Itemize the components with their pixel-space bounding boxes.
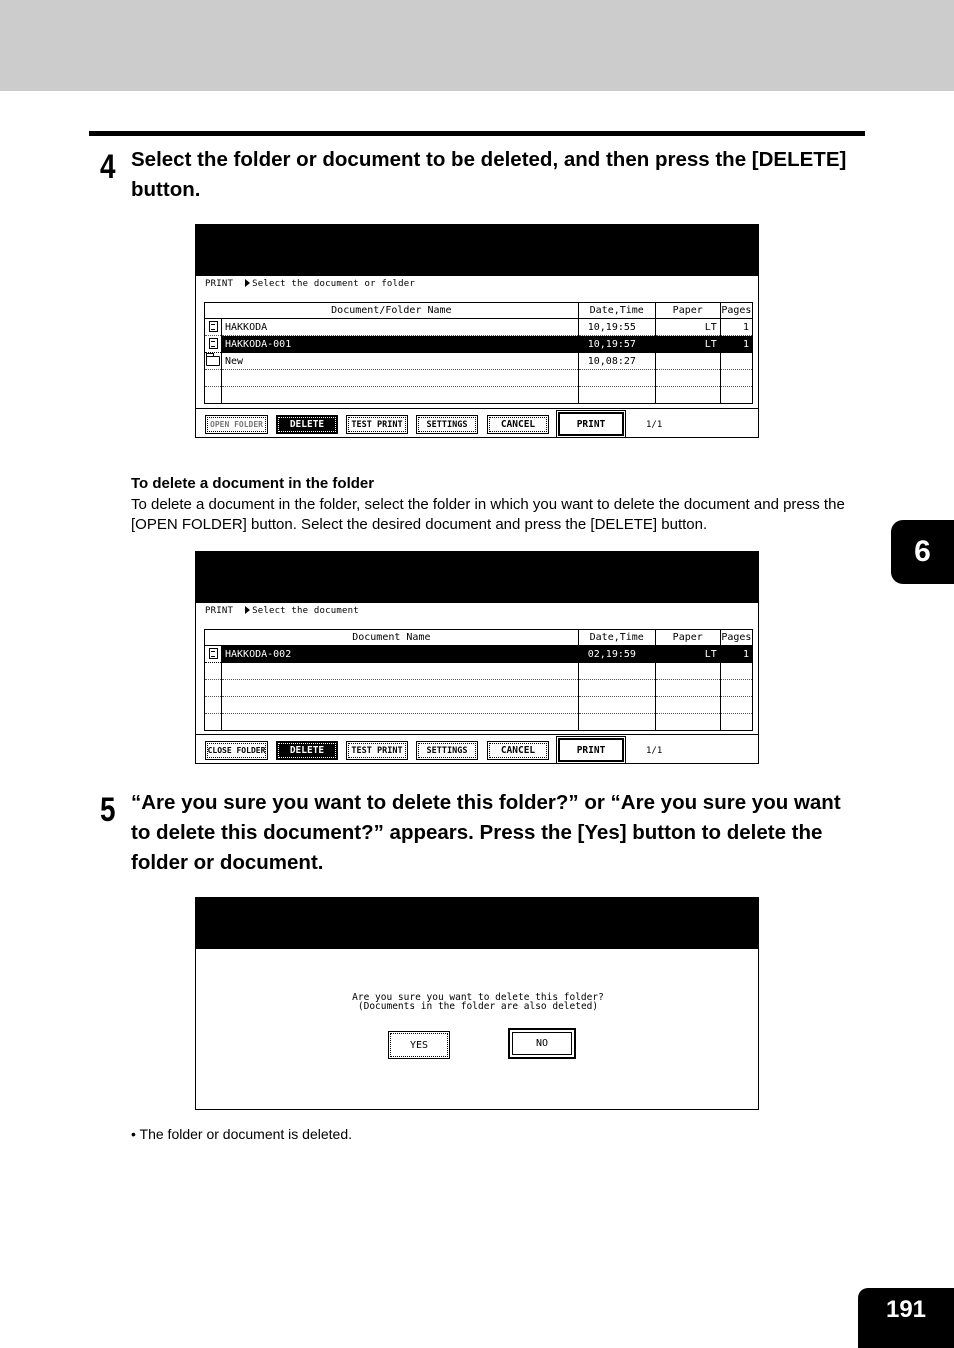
step-4-number: 4 [100, 148, 116, 186]
document-table [204, 302, 753, 404]
page-number: 191 [858, 1288, 954, 1348]
folder-icon [205, 353, 222, 370]
row-date: 10,19:57 [578, 336, 655, 353]
table-row-selected[interactable] [205, 646, 753, 663]
row-pages [720, 353, 752, 370]
test-print-button[interactable]: TEST PRINT [346, 415, 408, 434]
screen-select-document [195, 551, 759, 764]
table-row-empty [205, 714, 753, 731]
confirm-message [196, 993, 759, 1011]
row-paper: LT [655, 646, 720, 663]
note-body: To delete a document in the folder, select the folder in which you want to delete the document and press the [OPEN FOLDER] button. Select the desired document and press the [DELETE] button. [131, 496, 845, 533]
page-indicator: 1/1 [646, 420, 663, 430]
table-row-empty [205, 387, 753, 404]
chapter-tab: 6 [891, 520, 954, 584]
no-button[interactable]: NO [508, 1028, 576, 1059]
row-name: HAKKODA [222, 319, 579, 336]
cancel-button[interactable]: CANCEL [487, 741, 549, 760]
row-paper: LT [655, 319, 720, 336]
table-row-selected[interactable] [205, 336, 753, 353]
print-button[interactable]: PRINT [558, 412, 624, 436]
button-bar [196, 734, 759, 764]
close-folder-button[interactable]: CLOSE FOLDER [205, 741, 268, 760]
document-table [204, 629, 753, 731]
step-5-text: “Are you sure you want to delete this folder?” or “Are you sure you want to delete this document?” appears. Press the [Yes] button to delete the folder or document. [131, 791, 841, 874]
row-pages: 1 [720, 646, 752, 663]
screen-confirm-delete [195, 897, 759, 1110]
row-date: 10,19:55 [578, 319, 655, 336]
note-heading: To delete a document in the folder [131, 475, 375, 492]
arrow-right-icon [245, 606, 250, 614]
row-pages: 1 [720, 319, 752, 336]
cancel-button[interactable]: CANCEL [487, 415, 549, 434]
page-indicator: 1/1 [646, 746, 663, 756]
table-row-empty [205, 663, 753, 680]
screen-select-document-or-folder [195, 224, 759, 438]
table-row-empty [205, 370, 753, 387]
row-paper: LT [655, 336, 720, 353]
breadcrumb-instruction: Select the document or folder [252, 279, 416, 289]
breadcrumb-mode: PRINT [205, 279, 234, 289]
column-header-pages: Pages [720, 630, 752, 646]
column-header-name: Document/Folder Name [205, 303, 579, 319]
settings-button[interactable]: SETTINGS [416, 415, 478, 434]
print-button[interactable]: PRINT [558, 738, 624, 762]
open-folder-button[interactable]: OPEN FOLDER [205, 415, 268, 434]
document-icon [205, 319, 222, 336]
button-bar [196, 408, 759, 438]
column-header-name: Document Name [205, 630, 579, 646]
row-paper [655, 353, 720, 370]
confirm-message-line-2: (Documents in the folder are also deleted) [357, 1001, 599, 1012]
row-date: 10,08:27 [578, 353, 655, 370]
document-icon [205, 336, 222, 353]
row-name: HAKKODA-002 [222, 646, 579, 663]
header-band [0, 0, 954, 91]
step-4-text: Select the folder or document to be deleted, and then press the [DELETE] button. [131, 148, 847, 201]
delete-button[interactable]: DELETE [276, 741, 338, 760]
breadcrumb [205, 279, 415, 289]
section-rule [89, 131, 865, 136]
screen-title-bar [196, 225, 758, 276]
settings-button[interactable]: SETTINGS [416, 741, 478, 760]
screen-title-bar [196, 552, 758, 603]
breadcrumb [205, 606, 359, 616]
column-header-paper: Paper [655, 630, 720, 646]
table-row[interactable] [205, 319, 753, 336]
row-name: HAKKODA-001 [222, 336, 579, 353]
yes-button[interactable]: YES [388, 1031, 450, 1059]
test-print-button[interactable]: TEST PRINT [346, 741, 408, 760]
arrow-right-icon [245, 279, 250, 287]
table-row-empty [205, 680, 753, 697]
column-header-date: Date,Time [578, 630, 655, 646]
breadcrumb-instruction: Select the document [252, 606, 359, 616]
result-bullet: • The folder or document is deleted. [131, 1126, 352, 1142]
column-header-pages: Pages [720, 303, 752, 319]
row-pages: 1 [720, 336, 752, 353]
column-header-paper: Paper [655, 303, 720, 319]
document-icon [205, 646, 222, 663]
breadcrumb-mode: PRINT [205, 606, 234, 616]
table-row-empty [205, 697, 753, 714]
row-date: 02,19:59 [578, 646, 655, 663]
table-row[interactable] [205, 353, 753, 370]
delete-button[interactable]: DELETE [276, 415, 338, 434]
row-name: New [222, 353, 579, 370]
screen-title-bar [196, 898, 758, 949]
confirm-message-line-1: Are you sure you want to delete this folder? [352, 992, 604, 1003]
step-5-number: 5 [100, 791, 116, 829]
column-header-date: Date,Time [578, 303, 655, 319]
